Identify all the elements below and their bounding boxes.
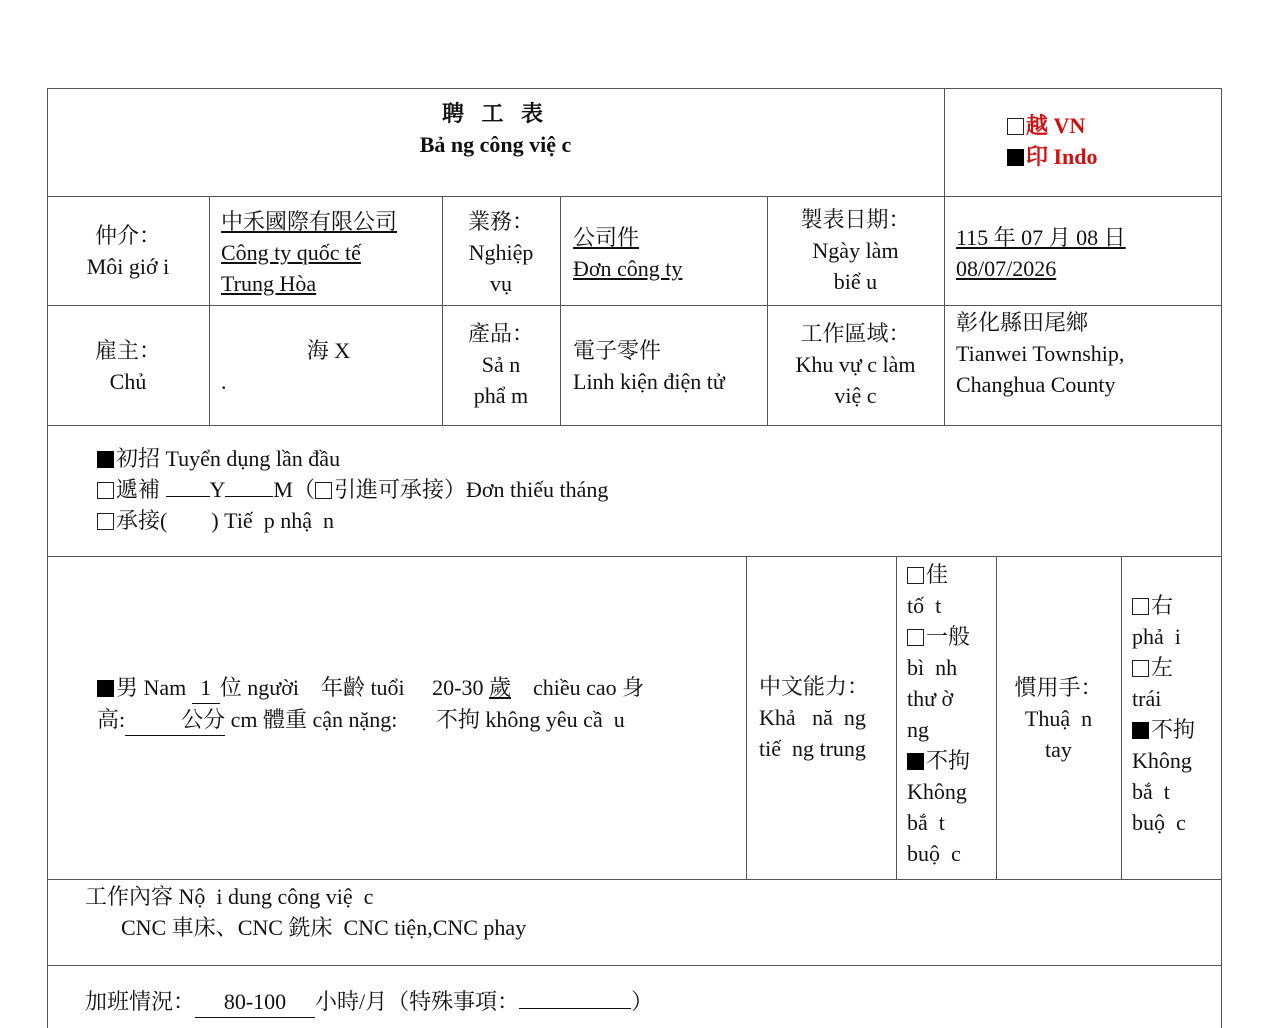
hand-opt-any[interactable] bbox=[1132, 714, 1220, 745]
hand-label bbox=[996, 672, 1121, 765]
recruit-options bbox=[97, 443, 1197, 536]
hand-left-zh: 左 bbox=[1151, 655, 1174, 680]
business-vi: Đơn công ty bbox=[573, 256, 683, 281]
overtime-unit: 小時/月（特殊事項： bbox=[315, 989, 520, 1014]
height-label-1: chiều cao 身 bbox=[533, 675, 645, 700]
gender-label: 男 Nam bbox=[116, 675, 187, 700]
hand-right-zh: 右 bbox=[1151, 593, 1174, 618]
checkbox-vn[interactable] bbox=[1007, 118, 1024, 135]
hand-label-vi-1: Thuậ n bbox=[1024, 706, 1093, 731]
product-label-vi-1: Sả n bbox=[481, 352, 521, 377]
agent-name-vi-2: Trung Hòa bbox=[221, 271, 317, 296]
date-value bbox=[956, 222, 1216, 284]
checkbox-chinese-any[interactable] bbox=[907, 753, 924, 770]
checkbox-chinese-normal[interactable] bbox=[907, 629, 924, 646]
checkbox-fill-sub[interactable] bbox=[315, 482, 332, 499]
height-unit: cm 體重 cận nặng: bbox=[230, 707, 398, 732]
employer-label-zh: 雇主： bbox=[94, 338, 161, 363]
nationality-indo-label: 印 Indo bbox=[1026, 144, 1098, 169]
date-roc: 115 年 07 月 08 日 bbox=[956, 225, 1126, 250]
hand-opt-right[interactable] bbox=[1132, 590, 1220, 621]
age-label: 年齡 tuổi bbox=[320, 675, 405, 700]
fill-month-label: M（ bbox=[273, 477, 315, 502]
area-en-1: Tianwei Township, bbox=[956, 341, 1125, 366]
business-zh: 公司件 bbox=[573, 225, 640, 250]
business-label bbox=[442, 206, 560, 299]
weight-value: 不拘 không yêu cầ u bbox=[435, 707, 625, 732]
recruit-first[interactable] bbox=[97, 443, 1197, 474]
employer-value bbox=[221, 335, 436, 397]
date-gregorian: 08/07/2026 bbox=[956, 256, 1057, 281]
agent-label bbox=[47, 220, 209, 282]
height-label-2: 高: bbox=[97, 707, 126, 732]
chinese-opt-any[interactable] bbox=[907, 745, 995, 776]
agent-value bbox=[221, 206, 436, 299]
checkbox-hand-right[interactable] bbox=[1132, 598, 1149, 615]
checkbox-chinese-good[interactable] bbox=[907, 567, 924, 584]
fill-month-blank[interactable] bbox=[225, 496, 273, 497]
checkbox-male[interactable] bbox=[97, 680, 114, 697]
job-content-label: 工作內容 Nộ i dung công việ c bbox=[85, 884, 374, 909]
chinese-any-vi-2: bắ t bbox=[907, 810, 945, 835]
business-label-zh: 業務： bbox=[467, 209, 534, 234]
product-label bbox=[442, 318, 560, 411]
business-label-vi-1: Nghiệp bbox=[468, 240, 534, 265]
overtime-value[interactable]: 80-100 bbox=[195, 986, 315, 1018]
chinese-normal-vi-2: thư ờ bbox=[907, 686, 954, 711]
form-title-vi: Bả ng công việ c bbox=[419, 132, 572, 157]
hand-label-zh: 慣用手： bbox=[1014, 675, 1103, 700]
checkbox-indo[interactable] bbox=[1007, 149, 1024, 166]
chinese-label-vi-2: tiế ng trung bbox=[759, 736, 866, 761]
agent-label-zh: 仲介： bbox=[94, 223, 161, 248]
count-unit: 位 người bbox=[219, 675, 299, 700]
fill-sub-label: 引進可承接）Đơn thiếu tháng bbox=[333, 477, 609, 502]
agent-label-vi: Môi giớ i bbox=[86, 254, 170, 279]
recruit-first-label: 初招 Tuyển dụng lần đầu bbox=[116, 446, 341, 471]
nationality-options bbox=[1007, 110, 1207, 172]
agent-name-vi-1: Công ty quốc tế bbox=[221, 240, 361, 265]
chinese-any-zh: 不拘 bbox=[926, 748, 971, 773]
worker-requirements bbox=[97, 672, 737, 736]
agent-name-zh: 中禾國際有限公司 bbox=[221, 209, 398, 234]
employer-label bbox=[47, 335, 209, 397]
hand-any-vi-1: Không bbox=[1132, 748, 1192, 773]
checkbox-fill[interactable] bbox=[97, 482, 114, 499]
chinese-good-vi: tố t bbox=[907, 593, 942, 618]
hand-opt-left[interactable] bbox=[1132, 652, 1220, 683]
height-value[interactable]: 公分 bbox=[125, 704, 225, 736]
employer-label-vi: Chủ bbox=[109, 369, 147, 394]
product-label-zh: 產品： bbox=[467, 321, 534, 346]
hand-left-vi: trái bbox=[1132, 686, 1162, 711]
area-en-2: Changhua County bbox=[956, 372, 1116, 397]
area-zh: 彰化縣田尾鄉 bbox=[956, 310, 1089, 335]
date-label-vi-2: biể u bbox=[833, 269, 878, 294]
date-label-vi-1: Ngày làm bbox=[812, 238, 899, 263]
chinese-normal-vi-3: ng bbox=[907, 717, 929, 742]
product-label-vi-2: phẩ m bbox=[473, 383, 529, 408]
nationality-indo[interactable] bbox=[1007, 141, 1207, 172]
area-label bbox=[767, 318, 944, 411]
checkbox-first[interactable] bbox=[97, 451, 114, 468]
product-vi: Linh kiện điện tử bbox=[573, 369, 725, 394]
overtime-special[interactable] bbox=[519, 1008, 631, 1009]
recruit-fill[interactable] bbox=[97, 474, 1197, 505]
job-content bbox=[85, 881, 1205, 943]
checkbox-hand-left[interactable] bbox=[1132, 660, 1149, 677]
chinese-label bbox=[759, 671, 889, 764]
area-label-vi-1: Khu vự c làm bbox=[795, 352, 916, 377]
chinese-opt-good[interactable] bbox=[907, 559, 995, 590]
hand-any-vi-3: buộ c bbox=[1132, 810, 1186, 835]
area-label-vi-2: việ c bbox=[834, 383, 877, 408]
form-title bbox=[47, 98, 944, 160]
chinese-any-vi-1: Không bbox=[907, 779, 967, 804]
nationality-vn-label: 越 VN bbox=[1026, 113, 1086, 138]
chinese-opt-normal[interactable] bbox=[907, 621, 995, 652]
nationality-vn[interactable] bbox=[1007, 110, 1207, 141]
employer-dot: . bbox=[221, 369, 227, 394]
form-title-zh: 聘 工 表 bbox=[441, 101, 549, 126]
hand-any-vi-2: bắ t bbox=[1132, 779, 1170, 804]
checkbox-hand-any[interactable] bbox=[1132, 722, 1149, 739]
fill-year-label: Y bbox=[209, 477, 226, 502]
date-label-zh: 製表日期： bbox=[800, 207, 911, 232]
job-content-value: CNC 車床、CNC 銑床 CNC tiện,CNC phay bbox=[121, 915, 527, 940]
chinese-options bbox=[907, 559, 995, 869]
hand-options bbox=[1132, 590, 1220, 838]
business-value bbox=[573, 222, 763, 284]
area-label-zh: 工作區域： bbox=[800, 321, 911, 346]
business-label-vi-2: vụ bbox=[490, 271, 512, 296]
employer-name: 海 X bbox=[306, 338, 351, 363]
overtime bbox=[85, 986, 1205, 1018]
area-value bbox=[956, 307, 1218, 400]
overtime-close: ） bbox=[631, 989, 654, 1014]
product-value bbox=[573, 335, 763, 397]
chinese-label-zh: 中文能力： bbox=[759, 674, 870, 699]
recruit-fill-label: 遞補 bbox=[116, 477, 161, 502]
fill-year-blank[interactable] bbox=[166, 496, 210, 497]
age-unit: 歲 bbox=[489, 675, 512, 700]
product-zh: 電子零件 bbox=[573, 338, 662, 363]
chinese-normal-zh: 一般 bbox=[926, 624, 971, 649]
overtime-label: 加班情況： bbox=[85, 989, 196, 1014]
recruit-takeover-label: 承接( ) Tiế p nhậ n bbox=[116, 508, 334, 533]
chinese-normal-vi-1: bì nh bbox=[907, 655, 958, 680]
worker-count[interactable]: 1 bbox=[192, 672, 220, 704]
hand-label-vi-2: tay bbox=[1045, 737, 1072, 762]
hand-right-vi: phả i bbox=[1132, 624, 1181, 649]
chinese-good-zh: 佳 bbox=[926, 562, 949, 587]
date-label bbox=[767, 204, 944, 297]
chinese-label-vi-1: Khả nă ng bbox=[759, 705, 866, 730]
age-value: 20-30 bbox=[432, 675, 484, 700]
chinese-any-vi-3: buộ c bbox=[907, 841, 961, 866]
recruit-takeover[interactable] bbox=[97, 505, 1197, 536]
job-form bbox=[47, 88, 1222, 1028]
hand-any-zh: 不拘 bbox=[1151, 717, 1196, 742]
checkbox-takeover[interactable] bbox=[97, 513, 114, 530]
